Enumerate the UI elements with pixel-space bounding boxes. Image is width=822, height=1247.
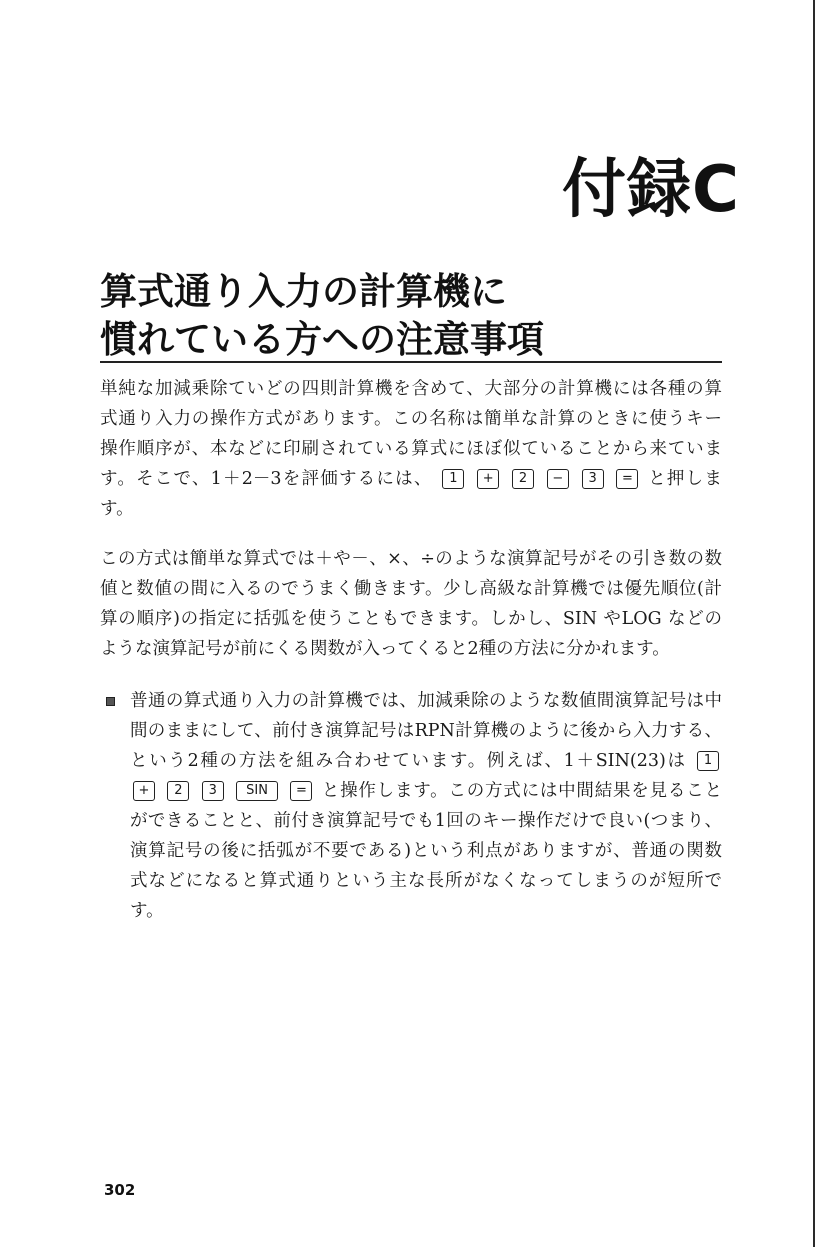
key-equals: = [616,469,638,489]
chapter-title [100,268,720,364]
paragraph-1-line-4-end: と押しま [648,469,722,489]
key-1: 1 [442,469,464,489]
key-equals: = [290,781,312,801]
chapter-title-line-1: 算式通り入力の計算機に [100,270,507,313]
page-number: 302 [104,1181,136,1199]
key-2: 2 [167,781,189,801]
key-1: 1 [697,751,719,771]
appendix-label: 付録C [562,153,740,227]
bullet-line-4 [130,776,722,806]
bullet-text [130,686,722,926]
paragraph-1 [100,374,722,524]
paragraph-2-line-3: 算の順序)の指定に括弧を使うこともできます。しかし、SIN やLOG などの [100,609,722,629]
bullet-line-8: す。 [130,901,164,921]
paragraph-1-line-2: 式通り入力の操作方式があります。この名称は簡単な計算のときに使うキー [100,409,722,429]
bullet-line-4-text: と操作します。この方式には中間結果を見ること [321,781,722,801]
paragraph-2-line-1: この方式は簡単な算式では＋や－、×、÷のような演算記号がその引き数の数 [100,549,722,569]
bullet-line-1: 普通の算式通り入力の計算機では、加減乗除のような数値間演算記号は中 [130,691,722,711]
key-3: 3 [202,781,224,801]
bullet-line-5: ができることと、前付き演算記号でも1回のキー操作だけで良い(つまり、 [130,811,722,831]
bullet-line-3-text: という2種の方法を組み合わせています。例えば、1＋SIN(23)は [130,751,687,771]
key-minus: − [547,469,569,489]
paragraph-2-line-2: 値と数値の間に入るのでうまく働きます。少し高級な計算機では優先順位(計 [100,579,722,599]
bullet-line-6: 演算記号の後に括弧が不要である)という利点がありますが、普通の関数 [130,841,722,861]
key-3: 3 [582,469,604,489]
chapter-title-line-2: 慣れている方への注意事項 [100,318,544,361]
paragraph-2-line-4: ような演算記号が前にくる関数が入ってくると2種の方法に分かれます。 [100,639,670,659]
paragraph-1-line-5: す。 [100,499,134,519]
paragraph-1-line-4-text: す。そこで、1＋2－3を評価するには、 [100,469,433,489]
paragraph-1-line-1: 単純な加減乗除ていどの四則計算機を含めて、大部分の計算機には各種の算 [100,379,722,399]
key-plus: + [477,469,499,489]
bullet-square-icon [106,697,115,706]
bullet-line-3 [130,746,722,776]
key-2: 2 [512,469,534,489]
bullet-line-2: 間のままにして、前付き演算記号はRPN計算機のように後から入力する、 [130,721,722,741]
title-divider [100,361,722,363]
key-plus: + [133,781,155,801]
paragraph-1-line-3: 操作順序が、本などに印刷されている算式にほぼ似ていることから来ていま [100,439,722,459]
paragraph-2 [100,544,722,664]
paragraph-1-line-4 [100,464,722,494]
key-sin: SIN [236,781,278,801]
bullet-line-7: 式などになると算式通りという主な長所がなくなってしまうのが短所で [130,871,722,891]
page-edge-line [813,0,815,1247]
